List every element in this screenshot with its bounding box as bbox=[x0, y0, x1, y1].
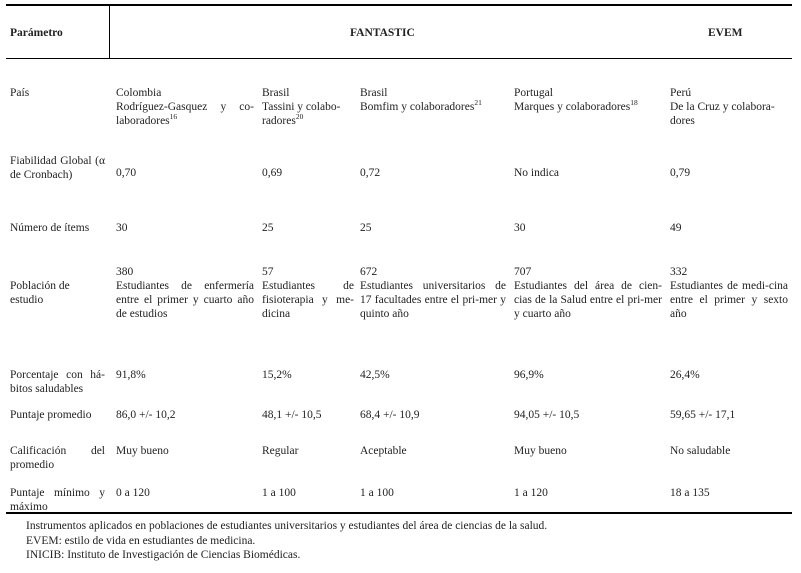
pais-c4-ref: 18 bbox=[630, 98, 638, 108]
puntaje-c2: 48,1 +/- 10,5 bbox=[262, 409, 322, 421]
rango-c4: 1 a 120 bbox=[514, 487, 548, 499]
items-c5: 49 bbox=[670, 222, 682, 234]
pais-c3-authors: Bomfim y colaboradores$^{21}$ bbox=[360, 98, 482, 113]
pais-c2-ref: 20 bbox=[295, 112, 304, 122]
poblacion-c4-desc: Estudiantes del área de cien-cias de la Salud entre el pri-mer y cuarto año bbox=[514, 280, 662, 320]
table-bottom-rule bbox=[6, 512, 792, 514]
table-notes bbox=[26, 519, 547, 563]
porcentaje-c4: 96,9% bbox=[514, 369, 544, 381]
row-label-puntaje: Puntaje promedio bbox=[10, 409, 92, 421]
rango-c2: 1 a 100 bbox=[262, 487, 296, 499]
note-evem: EVEM: estilo de vida en estudiantes de medicina. bbox=[26, 534, 256, 547]
poblacion-c4 bbox=[514, 265, 662, 321]
poblacion-c5 bbox=[670, 265, 788, 321]
table-top-rule bbox=[6, 4, 792, 6]
poblacion-c1-desc: Estudiantes de enfermería entre el primer y cuarto año de estudios bbox=[116, 280, 254, 320]
poblacion-c2-count: 57 bbox=[262, 266, 274, 278]
pais-c5-authors: De la Cruz y colabora-dores bbox=[670, 101, 775, 127]
row-label-items: Número de ítems bbox=[10, 222, 90, 234]
pais-c4 bbox=[514, 86, 662, 114]
header-evem: EVEM bbox=[708, 27, 743, 39]
poblacion-c5-desc: Estudiantes de medi-cina entre el primer y sexto año bbox=[670, 280, 788, 320]
note-instrumentos: Instrumentos aplicados en poblaciones de estudiantes universitarios y estudiantes del área de ciencias de la salud. bbox=[26, 520, 548, 532]
note-inicib: INICIB: Instituto de Investigación de Ciencias Biomédicas. bbox=[26, 549, 301, 561]
header-fantastic: FANTASTIC bbox=[350, 27, 415, 39]
pais-c2-country: Brasil bbox=[262, 87, 290, 99]
row-label-poblacion: Población de estudio bbox=[10, 280, 70, 306]
pais-c3-ref: 21 bbox=[474, 98, 482, 108]
header-bottom-rule bbox=[6, 58, 792, 59]
rango-c5: 18 a 135 bbox=[670, 487, 710, 499]
pais-c4-country: Portugal bbox=[514, 87, 553, 99]
poblacion-c1 bbox=[116, 265, 254, 321]
fiabilidad-c5: 0,79 bbox=[670, 167, 691, 179]
pais-c1-authors: Rodríguez-Gasquez y co-laboradores$^{16}$ bbox=[116, 101, 254, 127]
items-c1: 30 bbox=[116, 222, 128, 234]
poblacion-c5-count: 332 bbox=[670, 266, 688, 278]
pais-c3-country: Brasil bbox=[360, 87, 388, 99]
pais-c1-country: Colombia bbox=[116, 87, 162, 99]
fiabilidad-c2: 0,69 bbox=[262, 167, 283, 179]
poblacion-c4-count: 707 bbox=[514, 266, 532, 278]
puntaje-c4: 94,05 +/- 10,5 bbox=[514, 409, 580, 421]
pais-c2-authors: Tassini y colabo-radores$^{20}$ bbox=[262, 101, 341, 127]
porcentaje-c5: 26,4% bbox=[670, 369, 700, 381]
porcentaje-c2: 15,2% bbox=[262, 369, 292, 381]
calificacion-c4: Muy bueno bbox=[514, 445, 567, 457]
calificacion-c1: Muy bueno bbox=[116, 445, 169, 457]
row-label-porcentaje: Porcentaje con há-bitos saludables bbox=[10, 369, 105, 395]
rango-c1: 0 a 120 bbox=[116, 487, 150, 499]
items-c3: 25 bbox=[360, 222, 372, 234]
pais-c2 bbox=[262, 86, 354, 128]
pais-c1-ref: 16 bbox=[169, 112, 178, 122]
row-label-pais: País bbox=[10, 87, 30, 99]
pais-c4-authors: Marques y colaboradores$^{18}$ bbox=[514, 98, 638, 113]
rango-c3: 1 a 100 bbox=[360, 487, 394, 499]
porcentaje-c3: 42,5% bbox=[360, 369, 390, 381]
calificacion-c5: No saludable bbox=[670, 445, 731, 457]
row-label-calificacion: Calificación del promedio bbox=[10, 445, 105, 471]
poblacion-c3-count: 672 bbox=[360, 266, 378, 278]
poblacion-c2-desc: Estudiantes de fisioterapia y me-dicina bbox=[262, 280, 354, 320]
row-label-rango: Puntaje mínimo y máximo bbox=[10, 487, 105, 513]
calificacion-c3: Aceptable bbox=[360, 445, 407, 457]
puntaje-c3: 68,4 +/- 10,9 bbox=[360, 409, 420, 421]
calificacion-c2: Regular bbox=[262, 445, 299, 457]
poblacion-c3 bbox=[360, 265, 506, 321]
poblacion-c2 bbox=[262, 265, 354, 321]
puntaje-c5: 59,65 +/- 17,1 bbox=[670, 409, 736, 421]
poblacion-c3-desc: Estudiantes universitarios de 17 facultades entre el pri-mer y quinto año bbox=[360, 280, 506, 320]
pais-c1 bbox=[116, 86, 254, 128]
items-c2: 25 bbox=[262, 222, 274, 234]
fiabilidad-c4: No indica bbox=[514, 167, 560, 179]
porcentaje-c1: 91,8% bbox=[116, 369, 146, 381]
pais-c3 bbox=[360, 86, 506, 114]
puntaje-c1: 86,0 +/- 10,2 bbox=[116, 409, 176, 421]
fiabilidad-c3: 0,72 bbox=[360, 167, 381, 179]
row-label-fiabilidad: Fiabilidad Global (α de Cronbach) bbox=[10, 155, 105, 181]
header-parametro: Parámetro bbox=[10, 27, 63, 39]
items-c4: 30 bbox=[514, 222, 526, 234]
fiabilidad-c1: 0,70 bbox=[116, 167, 137, 179]
header-divider bbox=[109, 4, 110, 58]
pais-c5-country: Perú bbox=[670, 87, 692, 99]
pais-c5 bbox=[670, 86, 788, 128]
poblacion-c1-count: 380 bbox=[116, 266, 134, 278]
